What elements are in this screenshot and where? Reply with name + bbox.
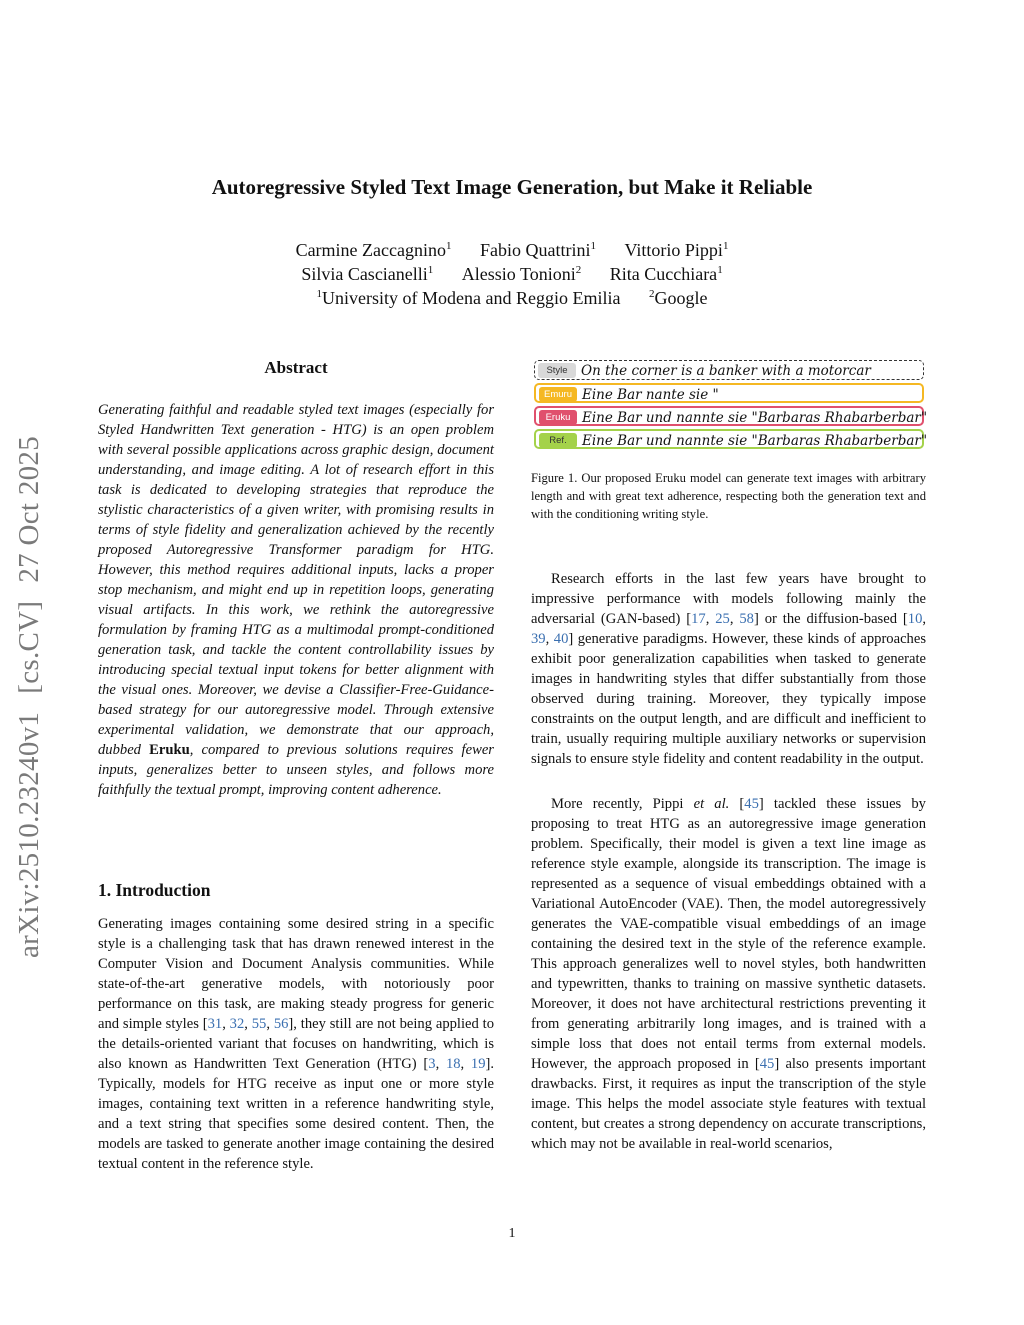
row-text-emuru: Eine Bar nante sie " [582,387,719,403]
row-text-style: On the corner is a banker with a motorcar [581,363,871,379]
author: Rita Cucchiara$^1$ [609,264,723,284]
citation-link[interactable]: 10 [907,611,923,627]
author: Carmine Zaccagnino$^1$ [295,240,452,260]
abstract-heading: Abstract [264,358,328,377]
model-name: Eruku [149,742,190,758]
row-label-eruku: Eruku [539,410,577,425]
author-line-1 [0,240,1024,261]
abstract-text: Generating faithful and readable styled text images (especially for Styled Handwritten Text generation - HTG) is an open problem with several possible applications across graphic design, document understanding, and image editing. A lot of research effort in this task is dedicated to developing strategies that reproduce the stylistic characteristics of a given writer, with promising results in terms of style fidelity and generalization achieved by the recently proposed Autoregressive Transformer paradigm for HTG. However, this method requires additional inputs, lacks a proper stop mechanism, and might end up in repetition loops, generating visual artifacts. In this work, we rethink the autoregressive formulation by framing HTG as a multimodal prompt-conditioned generation task, and tackle the content controllability issues by introducing special textual input tokens for better alignment with the visual ones. Moreover, we devise a Classifier-Free-Guidance-based strategy for our autoregressive model. Through extensive experimental validation, we demonstrate that our approach, dubbed Eruku, compared to previous solutions requires fewer inputs, generalizes better to unseen styles, and follows more faithfully the textual prompt, improving content adherence. [98,402,494,798]
author-line-2 [0,264,1024,285]
citation-link[interactable]: 58 [739,611,754,627]
author: Vittorio Pippi$^1$ [624,240,729,260]
author: Fabio Quattrini$^1$ [480,240,596,260]
citation-link[interactable]: 19 [470,1056,486,1072]
right-paragraph-2: More recently, Pippi et al. [45] tackled these issues by proposing to treat HTG as an autoregressive image generation problem. Specifically, their model is given a text line image as reference style example, alongside its transcription. The image is represented as a sequence of visual embeddings obtained with a Variational AutoEncoder (VAE). Then, the model autoregressively generates the VAE-compatible visual embeddings of an image containing the desired text in the style of the reference example. This approach generalizes well to novel styles, both handwritten and typewritten, thanks to training on massive synthetic datasets. Moreover, it does not have architectural restrictions preventing it from generating arbitrarily long images, and is trained with a simple loss that does not entail terms from external models. However, the approach proposed in [45] also presents important drawbacks. First, it requires as input the transcription of the style image. This helps the model associate style features with textual content, but creates a strong dependency on accurate transcriptions, which may not be available in real-world scenarios, [531,796,926,1152]
row-text-eruku: Eine Bar und nannte sie "Barbaras Rhabarberbar" [582,410,928,426]
citation-link[interactable]: 17 [691,611,706,627]
citation-link[interactable]: 56 [273,1016,289,1032]
citation-link[interactable]: 40 [553,631,569,647]
arxiv-id: arXiv:2510.23240v1 [13,711,45,958]
affiliation: $^2$Google [648,288,708,308]
figure-1 [534,358,928,452]
figure-row-emuru [534,383,924,403]
citation-link[interactable]: 55 [251,1016,267,1032]
citation-link[interactable]: 31 [207,1016,223,1032]
citation-link[interactable]: 25 [715,611,730,627]
row-label-style: Style [538,363,576,378]
figure-row-style [534,360,924,380]
arxiv-stamp [13,368,53,958]
figure-caption: Figure 1. Our proposed Eruku model can generate text images with arbitrary length and with great text adherence, respecting both the generation text and with the conditioning writing style. [531,471,926,521]
citation-link[interactable]: 32 [229,1016,245,1032]
right-paragraph-1: Research efforts in the last few years have brought to impressive performance with models following mainly the adversarial (GAN-based) [17, 25, 58] or the diffusion-based [10, 39, 40] generative paradigms. However, these kinds of approaches exhibit poor generalization capabilities when tasked to generate images in handwriting styles that differ substantially from those observed during training. Moreover, they typically impose constraints on the output length, and are difficult and inefficient to train, usually requiring multiple auxiliary networks or supervision signals to ensure style fidelity and content readability in the output. [531,571,927,767]
citation-link[interactable]: 39 [531,631,546,647]
citation-link[interactable]: 3 [428,1056,436,1072]
arxiv-category: [cs.CV] [13,600,45,694]
row-text-ref: Eine Bar und nannte sie "Barbaras Rhabarberbar" [582,433,928,449]
page-number: 1 [508,1226,516,1241]
citation-link[interactable]: 45 [759,1056,775,1072]
figure-row-eruku [534,406,928,426]
row-label-ref: Ref. [539,433,577,448]
affiliations [0,288,1024,309]
figure-row-ref [534,429,928,449]
arxiv-date: 27 Oct 2025 [13,435,45,583]
author: Silvia Cascianelli$^1$ [301,264,434,284]
author: Alessio Tonioni$^2$ [461,264,582,284]
intro-paragraph: Generating images containing some desired string in a specific style is a challenging task that has drawn renewed interest in the Computer Vision and Document Analysis communities. While state-of-the-art generative models, with notoriously poor performance on this task, are making steady progress for generic and simple styles [31, 32, 55, 56], they still are not being applied to the details-oriented variant that focuses on handwriting, which is also known as Handwritten Text Generation (HTG) [3, 18, 19]. Typically, models for HTG receive as input one or more style images, containing text written in a reference handwriting style, and a text string that specifies some desired content. Then, the models are tasked to generate another image containing the desired textual content in the reference style. [98,916,495,1172]
citation-link[interactable]: 45 [744,796,759,812]
section-heading-introduction: 1. Introduction [98,880,211,900]
affiliation: $^1$University of Modena and Reggio Emilia [316,288,621,308]
citation-link[interactable]: 18 [445,1056,461,1072]
paper-title: Autoregressive Styled Text Image Generation, but Make it Reliable [211,175,813,199]
row-label-emuru: Emuru [539,387,577,402]
